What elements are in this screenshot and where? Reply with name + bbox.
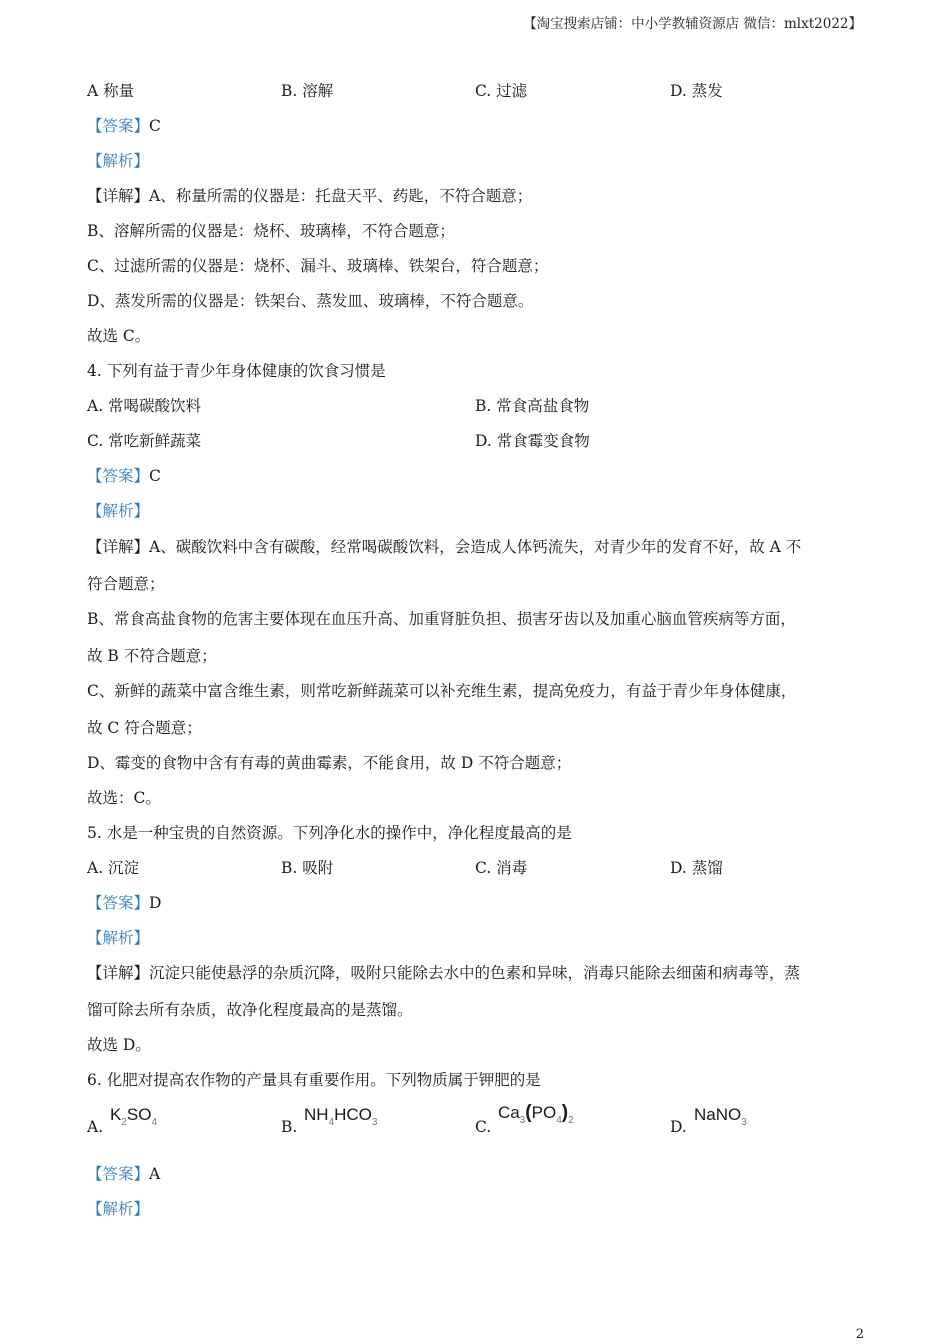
detail-label: 【详解】 xyxy=(87,964,150,982)
q4-conclusion: 故选：C。 xyxy=(87,789,161,807)
q3-option-a: A 称量 xyxy=(87,82,135,100)
q5-option-a: A. 沉淀 xyxy=(87,859,140,877)
formula-subscript: 4 xyxy=(151,1117,158,1128)
formula-part: Ca xyxy=(498,1103,520,1122)
q5-detail-line: 馏可除去所有杂质，故净化程度最高的是蒸馏。 xyxy=(87,1001,413,1019)
formula-subscript: 3 xyxy=(741,1117,747,1128)
q4-detail-line: 符合题意； xyxy=(87,575,165,593)
formula-subscript: 4 xyxy=(556,1115,562,1126)
q4-stem: 4. 下列有益于青少年身体健康的饮食习惯是 xyxy=(87,362,386,380)
answer-value: C xyxy=(149,117,161,135)
answer-value: C xyxy=(149,467,161,485)
formula-paren: ( xyxy=(525,1102,532,1123)
q4-option-a: A. 常喝碳酸饮料 xyxy=(87,397,202,415)
formula-part: PO xyxy=(531,1103,557,1122)
formula-subscript: 3 xyxy=(371,1117,378,1128)
detail-label: 【详解】 xyxy=(87,187,150,205)
q5-stem: 5. 水是一种宝贵的自然资源。下列净化水的操作中，净化程度最高的是 xyxy=(87,824,572,842)
q3-detail-line xyxy=(87,185,532,207)
q5-analysis-label: 【解析】 xyxy=(87,929,150,947)
q6-option-d-formula xyxy=(694,1104,747,1134)
answer-label: 【答案】 xyxy=(87,1165,150,1183)
q4-detail-line: B、常食高盐食物的危害主要体现在血压升高、加重肾脏负担、损害牙齿以及加重心脑血管疾病等方面， xyxy=(87,610,796,628)
q3-detail-line: B、溶解所需的仪器是：烧杯、玻璃棒，不符合题意； xyxy=(87,222,455,240)
q6-analysis-label: 【解析】 xyxy=(87,1200,150,1218)
q5-option-b: B. 吸附 xyxy=(281,859,334,877)
detail-text: A、碳酸饮料中含有碳酸，经常喝碳酸饮料，会造成人体钙流失，对青少年的发育不好，故 A 不 xyxy=(149,538,802,556)
formula-part: HCO xyxy=(334,1105,372,1124)
page-number: 2 xyxy=(855,1327,864,1342)
q6-option-b-letter: B. xyxy=(281,1118,298,1136)
formula-subscript: 2 xyxy=(568,1115,574,1126)
q3-detail-line: C、过滤所需的仪器是：烧杯、漏斗、玻璃棒、铁架台，符合题意； xyxy=(87,257,549,275)
q3-answer xyxy=(87,115,161,137)
answer-value: A xyxy=(149,1165,161,1183)
answer-label: 【答案】 xyxy=(87,894,150,912)
q4-answer xyxy=(87,465,161,487)
q4-option-b: B. 常食高盐食物 xyxy=(475,397,590,415)
answer-label: 【答案】 xyxy=(87,117,150,135)
q6-option-d-letter: D. xyxy=(670,1118,687,1136)
answer-value: D xyxy=(149,894,162,912)
q6-stem: 6. 化肥对提高农作物的产量具有重要作用。下列物质属于钾肥的是 xyxy=(87,1071,541,1089)
formula-part: NH xyxy=(304,1105,329,1124)
formula-part: SO xyxy=(126,1105,152,1124)
q3-option-b: B. 溶解 xyxy=(281,82,334,100)
q5-conclusion: 故选 D。 xyxy=(87,1036,151,1054)
q5-answer xyxy=(87,892,161,914)
q4-detail-line: C、新鲜的蔬菜中富含维生素，则常吃新鲜蔬菜可以补充维生素，提高免疫力，有益于青少年身体健康， xyxy=(87,682,797,700)
q3-conclusion: 故选 C。 xyxy=(87,327,151,345)
q6-option-c-letter: C. xyxy=(475,1118,492,1136)
q6-option-c-formula xyxy=(498,1102,574,1132)
q6-option-a-formula xyxy=(110,1104,157,1134)
q5-detail-line xyxy=(87,962,800,984)
q6-option-a-letter: A. xyxy=(87,1118,104,1136)
q3-option-c: C. 过滤 xyxy=(475,82,528,100)
formula-subscript: 4 xyxy=(328,1117,335,1128)
q6-answer xyxy=(87,1163,160,1185)
detail-label: 【详解】 xyxy=(87,538,150,556)
formula-subscript: 3 xyxy=(519,1115,526,1126)
formula-subscript: 2 xyxy=(121,1117,127,1128)
q4-detail-line: 故 B 不符合题意； xyxy=(87,647,217,665)
q3-analysis-label: 【解析】 xyxy=(87,152,150,170)
q6-option-b-formula xyxy=(304,1104,377,1134)
q5-option-c: C. 消毒 xyxy=(475,859,528,877)
q4-detail-line: 故 C 符合题意； xyxy=(87,719,202,737)
q3-detail-line: D、蒸发所需的仪器是：铁架台、蒸发皿、玻璃棒，不符合题意。 xyxy=(87,292,534,310)
answer-label: 【答案】 xyxy=(87,467,150,485)
q3-option-d: D. 蒸发 xyxy=(670,82,723,100)
q4-detail-line: D、霉变的食物中含有有毒的黄曲霉素，不能食用，故 D 不符合题意； xyxy=(87,754,572,772)
q4-analysis-label: 【解析】 xyxy=(87,502,150,520)
formula-part: K xyxy=(110,1105,122,1124)
formula-paren: ) xyxy=(561,1102,569,1123)
page-header: 【淘宝搜索店铺：中小学教辅资源店 微信：mlxt2022】 xyxy=(523,16,862,32)
detail-text: A、称量所需的仪器是：托盘天平、药匙，不符合题意； xyxy=(149,187,533,205)
q4-option-d: D. 常食霉变食物 xyxy=(475,432,590,450)
detail-text: 沉淀只能使悬浮的杂质沉降，吸附只能除去水中的色素和异味，消毒只能除去细菌和病毒等，蒸 xyxy=(149,964,801,982)
q4-detail-line xyxy=(87,536,801,558)
q4-option-c: C. 常吃新鲜蔬菜 xyxy=(87,432,202,450)
formula-part: NaNO xyxy=(694,1105,742,1124)
q5-option-d: D. 蒸馏 xyxy=(670,859,723,877)
